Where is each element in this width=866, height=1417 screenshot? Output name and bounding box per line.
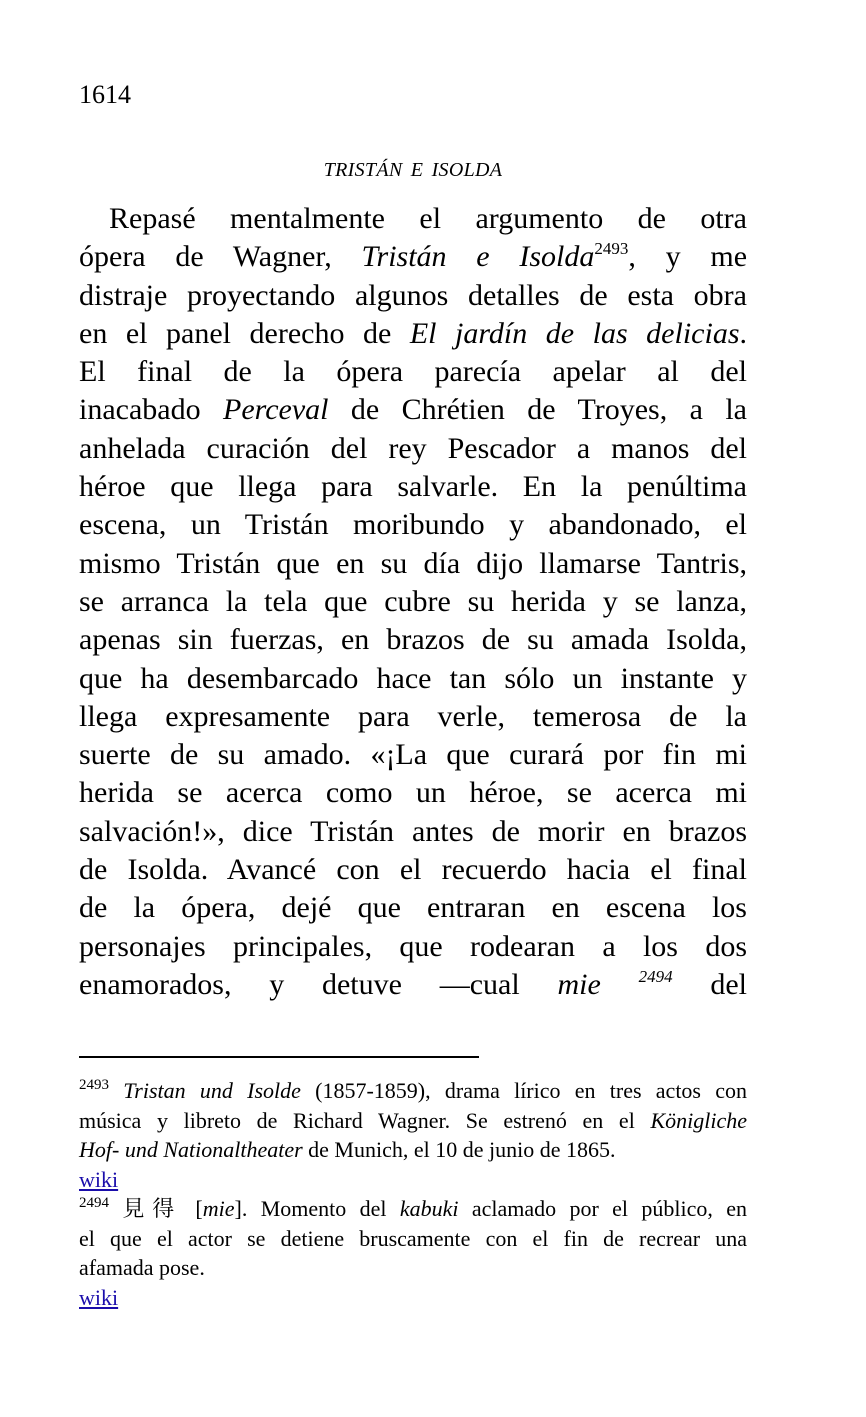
body-line (79, 621, 747, 659)
body-line (79, 660, 747, 698)
body-line (79, 430, 747, 468)
body-line (79, 583, 747, 621)
body-line (79, 851, 747, 889)
footnote-number: 2493 (79, 1077, 109, 1093)
body-text (79, 200, 747, 1004)
footnote-2494-line (79, 1194, 747, 1224)
body-line (79, 315, 747, 353)
wiki-link[interactable]: wiki (79, 1166, 119, 1192)
body-line-text: ópera de Wagner, (79, 240, 362, 274)
body-line-text: que ha desembarcado hace tan sólo un instante y (79, 661, 747, 695)
footnote-2494-line (79, 1253, 747, 1283)
footnote-text: 見得 [ (109, 1196, 203, 1221)
footnote-text: el que el actor se detiene bruscamente con el fin de recrear una (79, 1225, 747, 1251)
footnote-divider (79, 1056, 479, 1058)
footnotes (79, 1076, 747, 1312)
body-line (79, 391, 747, 429)
theater-name: Königliche (650, 1107, 747, 1133)
body-line (79, 928, 747, 966)
wiki-link[interactable]: wiki (79, 1284, 119, 1310)
footnote-ref-2493[interactable]: 2493 (594, 239, 629, 259)
body-line (79, 813, 747, 851)
footnote-2494-line (79, 1283, 747, 1313)
body-line-text: El final de la ópera parecía apelar al del (79, 355, 747, 389)
body-line (79, 966, 747, 1004)
page-number: 1614 (79, 80, 131, 109)
footnote-text: ]. Momento del (234, 1196, 400, 1221)
body-line-text: suerte de su amado. «¡La que curará por fin mi (79, 738, 747, 772)
body-line-text: de Chrétien de Troyes, a la (328, 393, 747, 427)
footnote-2493-line (79, 1165, 747, 1195)
opera-title: Tristan und Isolde (123, 1078, 301, 1103)
japanese-term: mie (557, 967, 601, 1001)
body-line-text: herida se acerca como un héroe, se acerca mi (79, 776, 747, 810)
body-line-text: héroe que llega para salvarle. En la penúltima (79, 470, 747, 504)
footnote-text: afamada pose. (79, 1255, 205, 1280)
opera-title: Tristán e Isolda (361, 240, 595, 274)
theater-name: Hof- und Nationaltheater (79, 1137, 303, 1162)
footnote-number: 2494 (79, 1195, 109, 1211)
body-line-text: Repasé mentalmente el argumento de otra (109, 202, 747, 235)
footnote-2493-line (79, 1106, 747, 1136)
body-line (79, 736, 747, 774)
body-line (79, 889, 747, 927)
body-line-text: se arranca la tela que cubre su herida y se lanza, (79, 584, 747, 618)
footnote-text: de Munich, el 10 de junio de 1865. (302, 1137, 616, 1162)
body-line-text: enamorados, y detuve —cual (79, 967, 558, 1001)
body-line (79, 506, 747, 544)
painting-title: El jardín de las delicias (409, 316, 740, 350)
body-line-text: distraje proyectando algunos detalles de esta obra (79, 278, 747, 312)
japanese-term: mie (202, 1196, 235, 1221)
body-line-text: llega expresamente para verle, temerosa de la (79, 699, 747, 733)
body-line (79, 277, 747, 315)
body-line-text: en el panel derecho de (79, 316, 410, 350)
body-line-text: inacabado (79, 393, 223, 427)
running-header: TRISTÁN E ISOLDA (323, 159, 503, 181)
body-line (79, 200, 747, 238)
body-line-text: salvación!», dice Tristán antes de morir en brazos (79, 814, 747, 848)
body-line-text: de Isolda. Avancé con el recuerdo hacia el final (79, 853, 747, 887)
footnote-text: música y libreto de Richard Wagner. Se estrenó en el (79, 1107, 651, 1133)
body-line-text: del (672, 967, 747, 1001)
footnote-2493-line (79, 1076, 747, 1106)
body-line (79, 545, 747, 583)
body-line-text: . (739, 316, 747, 350)
footnote-text: aclamado por el público, en (458, 1196, 747, 1221)
body-line-text: mismo Tristán que en su día dijo llamarse Tantris, (79, 546, 747, 580)
body-line-text: escena, un Tristán moribundo y abandonado, el (79, 508, 747, 542)
footnote-2493-line (79, 1135, 747, 1165)
body-line-text: apenas sin fuerzas, en brazos de su amada Isolda, (79, 623, 747, 657)
footnote-text: (1857-1859), drama lírico en tres actos con (300, 1078, 748, 1103)
body-line (79, 774, 747, 812)
work-title: Perceval (223, 393, 329, 427)
body-line (79, 353, 747, 391)
body-line (79, 698, 747, 736)
body-line (79, 468, 747, 506)
footnote-2494-line (79, 1224, 747, 1254)
body-line-text: personajes principales, que rodearan a los dos (79, 929, 747, 963)
body-line-text: anhelada curación del rey Pescador a manos del (79, 431, 747, 465)
body-line-text: , y me (628, 240, 748, 274)
body-line-text: de la ópera, dejé que entraran en escena los (79, 891, 747, 925)
body-line (79, 238, 747, 276)
footnote-ref-2494[interactable]: 2494 (638, 966, 673, 986)
kabuki-term: kabuki (399, 1196, 459, 1221)
